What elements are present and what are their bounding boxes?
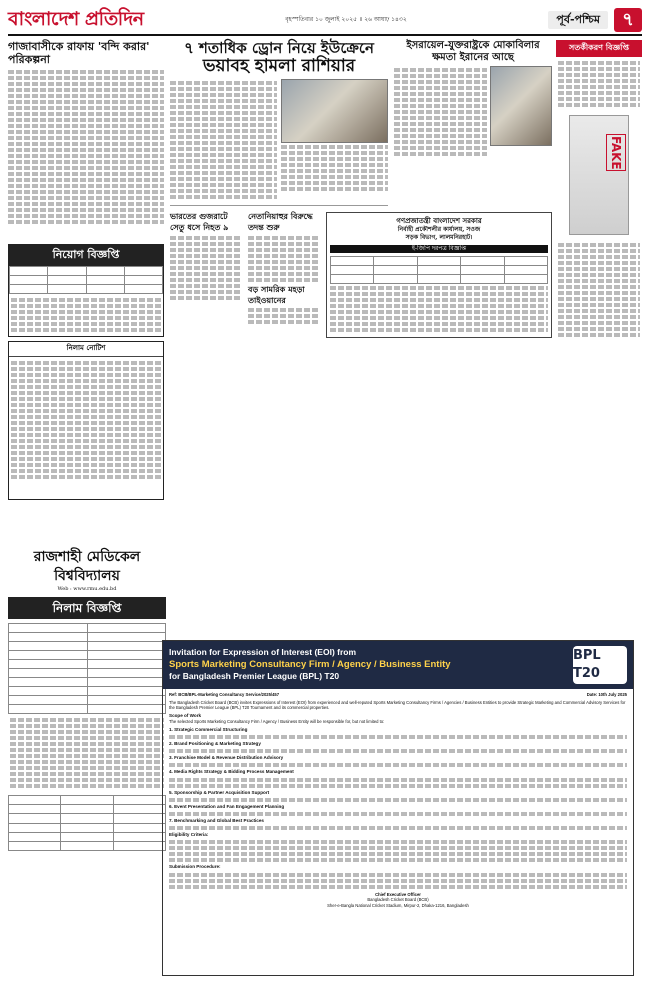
eoi-head-line3: for Bangladesh Premier League (BPL) T20 (169, 671, 340, 682)
job-ad-banner: নিয়োগ বিজ্ঞপ্তি (9, 245, 163, 266)
fake-stamp: FAKE (606, 134, 626, 172)
dateline: বৃহস্পতিবার ১০ জুলাই ২০২৫ ॥ ২৬ আষাঢ় ১৪৩২ (285, 15, 407, 23)
rmu-title: রাজশাহী মেডিকেল বিশ্ববিদ্যালয় (33, 549, 141, 584)
india-story (170, 212, 242, 338)
section-badge (548, 8, 642, 32)
headline-line1: ৭ শতাধিক ড্রোন নিয়ে ইউক্রেনে (184, 39, 374, 57)
auction-notice (8, 341, 164, 499)
rmu-auction-table (8, 623, 166, 715)
netanyahu-story-title: নেতানিয়াহুর বিরুদ্ধে তদন্ত শুরু (248, 212, 313, 232)
eoi-item-list (169, 727, 627, 830)
rmu-auction-banner: নিলাম বিজ্ঞপ্তি (8, 597, 166, 619)
india-story-title: ভারতের গুজরাটে সেতু ধসে নিহত ৯ (170, 212, 229, 232)
gaza-story-body (8, 70, 164, 238)
fake-product-image (569, 115, 629, 235)
eoi-intro: The Bangladesh Cricket Board (BCB) invites Expressions of Interest (EOI) from experienced and well-reputed Sports Marketing Consultancy Firms / Agencies / Business Entities to provide Strategic Marketing and Commercial Advisory Services for the Bangladesh Premier League (BPL) T20 Tournament and its commercial properties. (169, 699, 626, 711)
eoi-item: 4. Media Rights Strategy & Bidding Process Management (169, 769, 294, 775)
job-ad (8, 244, 164, 337)
eoi-scope-text: The selected Sports Marketing Consultancy Firm / Agency / Business Entity will be responsible for, but not limited to: (169, 719, 385, 725)
drone-attack-photo (281, 79, 388, 143)
bpl-logo: BPL T20 (573, 646, 627, 684)
rmu-list-table (8, 795, 166, 850)
eoi-item: 5. Sponsorship & Partner Acquisition Support (169, 789, 270, 795)
rmu-web: Web : www.rmu.edu.bd (57, 585, 117, 592)
eoi-head-line2: Sports Marketing Consultancy Firm / Agency / Business Entity (169, 658, 451, 670)
eoi-contact (169, 892, 627, 909)
rmu-auction-ad (8, 548, 166, 851)
iran-story (394, 40, 552, 206)
eoi-ref-row (169, 692, 627, 698)
section-name: পূর্ব-পশ্চিম (548, 11, 608, 30)
warning-notice-heading: সতর্কীকরণ বিজ্ঞপ্তি (556, 40, 642, 57)
eoi-item: 7. Benchmarking and Global Best Practices (169, 818, 264, 823)
drone-story (170, 40, 388, 206)
eoi-item: 2. Brand Positioning & Marketing Strategy (169, 741, 261, 747)
eoi-header (163, 641, 633, 689)
govt-banner: ই-জিপি দরপত্র বিজ্ঞপ্তি (330, 245, 548, 253)
eoi-contact-addr: Sher-e-Bangla National Cricket Stadium, Mirpur-2, Dhaka-1216, Bangladesh (327, 902, 469, 908)
govt-tender-notice (326, 212, 552, 338)
eoi-date: Date: 10th July 2025 (586, 692, 627, 697)
eoi-eligibility-label: Eligibility Criteria: (169, 832, 209, 838)
eoi-item: 3. Franchise Model & Revenue Distribution Advisory (169, 755, 284, 761)
eoi-contact-title: Chief Executive Officer (375, 891, 421, 897)
eoi-scope-label: Scope of Work (169, 713, 202, 719)
eoi-item: 6. Event Presentation and Fan Engagement Planning (169, 803, 285, 809)
taiwan-story-title: বড় সামরিক মহড়া তাইওয়ানের (248, 284, 305, 305)
govt-line3: সড়ক বিভাগ, লালমনিরহাট। (405, 233, 473, 241)
page-number: ৭ (614, 8, 642, 32)
right-sidebar (556, 40, 642, 341)
gaza-story-title: গাজাবাসীকে রাফায় 'বন্দি করার' পরিকল্পনা (8, 40, 150, 67)
drone-story-headline (170, 40, 388, 79)
iran-story-title: ইসরায়েল-যুক্তরাষ্ট্রকে মোকাবিলার ক্ষমতা ইরানের আছে (406, 40, 540, 63)
masthead (8, 6, 642, 36)
bpl-eoi-ad (162, 640, 634, 976)
left-column (8, 40, 164, 500)
headline-line2: ভয়াবহ হামলা রাশিয়ার (202, 55, 356, 76)
auction-notice-title: নিলাম নোটিশ (9, 342, 163, 356)
govt-tender-table (330, 256, 548, 284)
netanyahu-story (248, 212, 320, 338)
iran-leader-photo (490, 66, 552, 146)
govt-line2: নির্বাহী প্রকৌশলীর কার্যালয়, সওজ (397, 225, 481, 233)
eoi-submission-label: Submission Procedure: (169, 864, 221, 870)
eoi-contact-org: Bangladesh Cricket Board (BCB) (367, 897, 429, 903)
eoi-ref: Ref: BCB/BPL-Marketing Consultancy Service/2025/457 (169, 692, 280, 697)
eoi-item: 1. Strategic Commercial Structuring (169, 726, 248, 732)
job-ad-table (9, 266, 163, 294)
newspaper-brand: বাংলাদেশ প্রতিদিন (8, 8, 144, 31)
main-column (170, 40, 552, 338)
eoi-head-line1: Invitation for Expression of Interest (EOI) from (169, 647, 357, 658)
gaza-story (8, 40, 164, 238)
govt-line1: গণপ্রজাতন্ত্রী বাংলাদেশ সরকার (396, 216, 482, 226)
drone-story-body (170, 79, 388, 201)
eoi-body (163, 689, 633, 912)
